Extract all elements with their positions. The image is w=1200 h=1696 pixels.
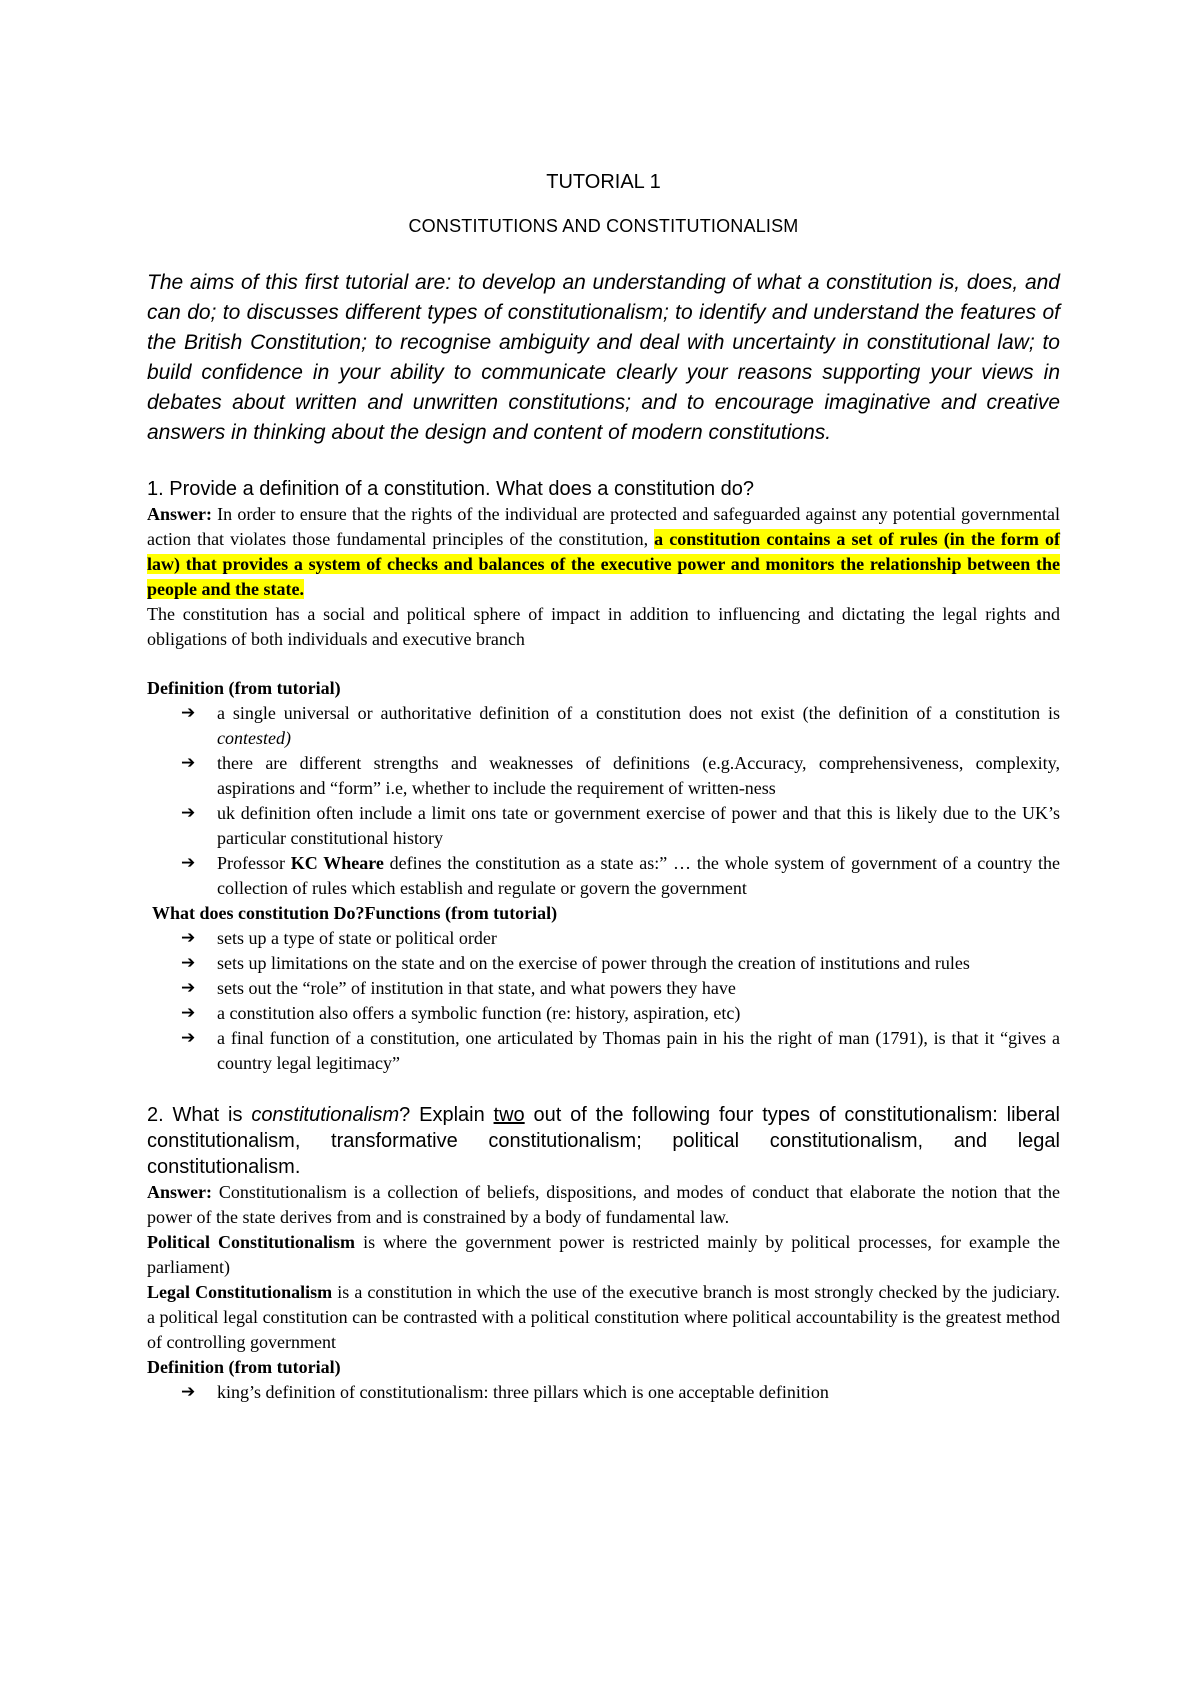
definition-text: a single universal or authoritative definition of a constitution does not exist (the definition of a constitution is — [217, 703, 1060, 723]
question-underline: two — [493, 1104, 525, 1126]
arrow-right-icon: ➔ — [181, 803, 196, 823]
q2-political — [147, 1230, 1060, 1280]
q2-definition-heading: Definition (from tutorial) — [147, 1357, 341, 1377]
list-item — [181, 951, 1060, 976]
q1-definition-heading: Definition (from tutorial) — [147, 678, 341, 698]
page-title: TUTORIAL 1 — [546, 171, 661, 193]
spacer — [147, 652, 1060, 676]
arrow-right-icon: ➔ — [181, 703, 196, 723]
question-text: ? Explain — [399, 1104, 494, 1126]
definition-italic: contested) — [217, 728, 291, 748]
question-text: out of the following four types of constitutionalism: liberal constitutionalism, transformative constitutionalism; political constitutionalism, and legal constitutionalism. — [147, 1104, 1060, 1178]
q2-legal — [147, 1280, 1060, 1355]
definition-text: there are different strengths and weaknesses of definitions (e.g.Accuracy, comprehensiveness, complexity, aspirations and “form” i.e, whether to include the requirement of written-ness — [217, 753, 1060, 798]
document-content — [147, 168, 1060, 1405]
list-item — [181, 1380, 1060, 1405]
q1-answer-highlight: a constitution contains a set of rules (in the form of law) that provides a system of checks and balances of the executive power and monitors the relationship between the people and the state. — [147, 529, 1060, 599]
arrow-right-icon: ➔ — [181, 978, 196, 998]
q1-definitions-list — [147, 701, 1060, 901]
list-item — [181, 801, 1060, 851]
arrow-right-icon: ➔ — [181, 853, 196, 873]
list-item — [181, 1026, 1060, 1076]
q1-functions-heading: What does constitution Do?Functions (from tutorial) — [152, 903, 558, 923]
arrow-right-icon: ➔ — [181, 928, 196, 948]
arrow-right-icon: ➔ — [181, 1003, 196, 1023]
function-text: a constitution also offers a symbolic function (re: history, aspiration, etc) — [217, 1003, 741, 1023]
arrow-right-icon: ➔ — [181, 1382, 196, 1402]
q2-answer-label: Answer: — [147, 1182, 212, 1202]
q2-answer-text: Constitutionalism is a collection of beliefs, dispositions, and modes of conduct that elaborate the notion that the power of the state derives from and is constrained by a body of fundamental law. — [147, 1182, 1060, 1227]
definition-text: Professor — [217, 853, 291, 873]
arrow-right-icon: ➔ — [181, 753, 196, 773]
list-item — [181, 1001, 1060, 1026]
function-text: a final function of a constitution, one articulated by Thomas pain in his the right of man (1791), is that it “gives a country legal legitimacy” — [217, 1028, 1060, 1073]
q2-definitions-list — [147, 1380, 1060, 1405]
question-1: 1. Provide a definition of a constitution. What does a constitution do? — [147, 478, 755, 500]
list-item — [181, 976, 1060, 1001]
definition-text: uk definition often include a limit ons tate or government exercise of power and that this is likely due to the UK’s particular constitutional history — [217, 803, 1060, 848]
question-2 — [147, 1102, 1060, 1180]
q2-political-label: Political Constitutionalism — [147, 1232, 356, 1252]
q1-answer-more: The constitution has a social and political sphere of impact in addition to influencing and dictating the legal rights and obligations of both individuals and executive branch — [147, 604, 1060, 649]
function-text: sets up limitations on the state and on the exercise of power through the creation of institutions and rules — [217, 953, 970, 973]
q2-answer — [147, 1180, 1060, 1230]
list-item — [181, 701, 1060, 751]
definition-name: KC Wheare — [290, 853, 384, 873]
question-text: 2. What is — [147, 1104, 252, 1126]
q2-legal-label: Legal Constitutionalism — [147, 1282, 333, 1302]
definition-text: king’s definition of constitutionalism: three pillars which is one acceptable definition — [217, 1382, 829, 1402]
function-text: sets out the “role” of institution in that state, and what powers they have — [217, 978, 736, 998]
q2-legal-text: is a constitution in which the use of the executive branch is most strongly checked by the judiciary. a political legal constitution can be contrasted with a political constitution where political accountability is the greatest method of controlling government — [147, 1282, 1060, 1352]
tutorial-aims: The aims of this first tutorial are: to develop an understanding of what a constitution is, does, and can do; to discusses different types of constitutionalism; to identify and understand the features of the British Constitution; to recognise ambiguity and deal with uncertainty in constitutional law; to build confidence in your ability to communicate clearly your reasons supporting your views in debates about written and unwritten constitutions; and to encourage imaginative and creative answers in thinking about the design and content of modern constitutions. — [147, 271, 1060, 444]
definition-text: defines the constitution as a state as:” … the whole system of government of a country the collection of rules which establish and regulate or govern the government — [217, 853, 1060, 898]
question-italic: constitutionalism — [251, 1104, 400, 1126]
q2-political-text: is where the government power is restricted mainly by political processes, for example the parliament) — [147, 1232, 1060, 1277]
page-subtitle: CONSTITUTIONS AND CONSTITUTIONALISM — [408, 216, 799, 236]
list-item — [181, 751, 1060, 801]
list-item — [181, 851, 1060, 901]
q1-answer-text: In order to ensure that the rights of the individual are protected and safeguarded against any potential governmental action that violates those fundamental principles of the constitution, — [147, 504, 1060, 549]
arrow-right-icon: ➔ — [181, 1028, 196, 1048]
q1-functions-list — [147, 926, 1060, 1076]
q1-answer — [147, 502, 1060, 602]
q1-answer-label: Answer: — [147, 504, 212, 524]
list-item — [181, 926, 1060, 951]
function-text: sets up a type of state or political order — [217, 928, 497, 948]
arrow-right-icon: ➔ — [181, 953, 196, 973]
